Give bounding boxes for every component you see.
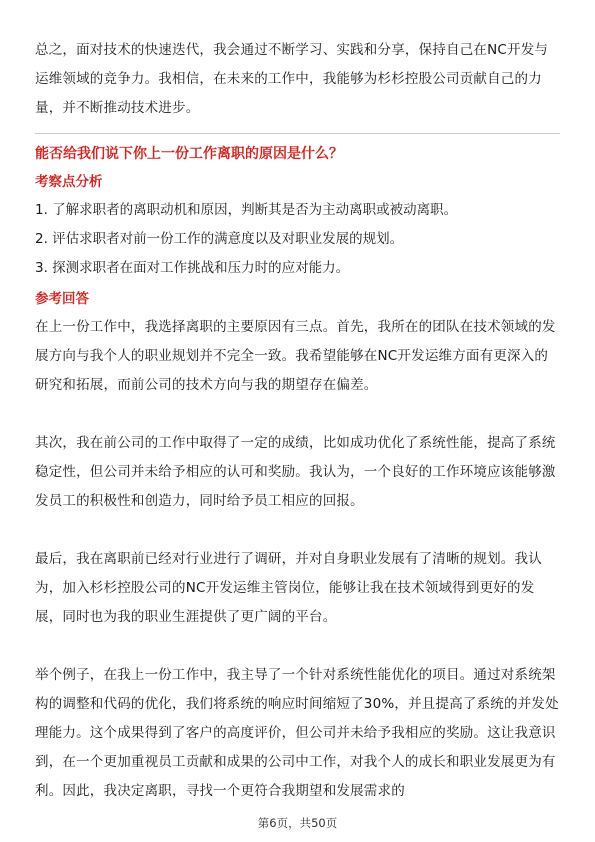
analysis-heading: 考察点分析 (35, 174, 103, 190)
page-number: 第6页，共50页 (257, 816, 338, 830)
answer-paragraph: 其次，我在前公司的工作中取得了一定的成绩，比如成功优化了系统性能，提高了系统稳定性，但公司并未给予相应的认可和奖励。我认为，一个良好的工作环境应该能够激发员工的积极性和创造力，同时给予员工相应的回报。 (35, 435, 556, 509)
section-divider (35, 133, 560, 134)
analysis-item: 1. 了解求职者的离职动机和原因，判断其是否为主动离职或被动离职。 (35, 202, 458, 218)
intro-paragraph: 总之，面对技术的快速迭代，我会通过不断学习、实践和分享，保持自己在NC开发与运维领域的竞争力。我相信，在未来的工作中，我能够为杉杉控股公司贡献自己的力量，并不断推动技术进步。 (35, 42, 549, 116)
paragraph-gap (35, 516, 560, 545)
analysis-item: 2. 评估求职者对前一份工作的满意度以及对职业发展的规划。 (35, 231, 404, 247)
answer-paragraph: 在上一份工作中，我选择离职的主要原因有三点。首先，我所在的团队在技术领域的发展方向与我个人的职业规划并不完全一致。我希望能够在NC开发运维方面有更深入的研究和拓展，而前公司的技术方向与我的期望存在偏差。 (35, 319, 556, 393)
interview-question: 能否给我们说下你上一份工作离职的原因是什么？ (35, 146, 343, 162)
page-content (35, 36, 560, 806)
answer-paragraph: 最后，我在离职前已经对行业进行了调研，并对自身职业发展有了清晰的规划。我认为，加入杉杉控股公司的NC开发运维主管岗位，能够让我在技术领域得到更好的发展，同时也为我的职业生涯提供了更广阔的平台。 (35, 551, 542, 625)
paragraph-gap (35, 400, 560, 429)
answer-heading: 参考回答 (35, 291, 89, 307)
analysis-item: 3. 探测求职者在面对工作挑战和压力时的应对能力。 (35, 260, 350, 276)
answer-paragraph: 举个例子，在我上一份工作中，我主导了一个针对系统性能优化的项目。通过对系统架构的调整和代码的优化，我们将系统的响应时间缩短了30%，并且提高了系统的并发处理能力。这个成果得到了客户的高度评价，但公司并未给予我相应的奖励。这让我意识到，在一个更加重视员工贡献和成果的公司中工作，对我个人的成长和职业发展更为有利。因此，我决定离职，寻找一个更符合我期望和发展需求的 (35, 667, 559, 799)
paragraph-gap (35, 632, 560, 661)
